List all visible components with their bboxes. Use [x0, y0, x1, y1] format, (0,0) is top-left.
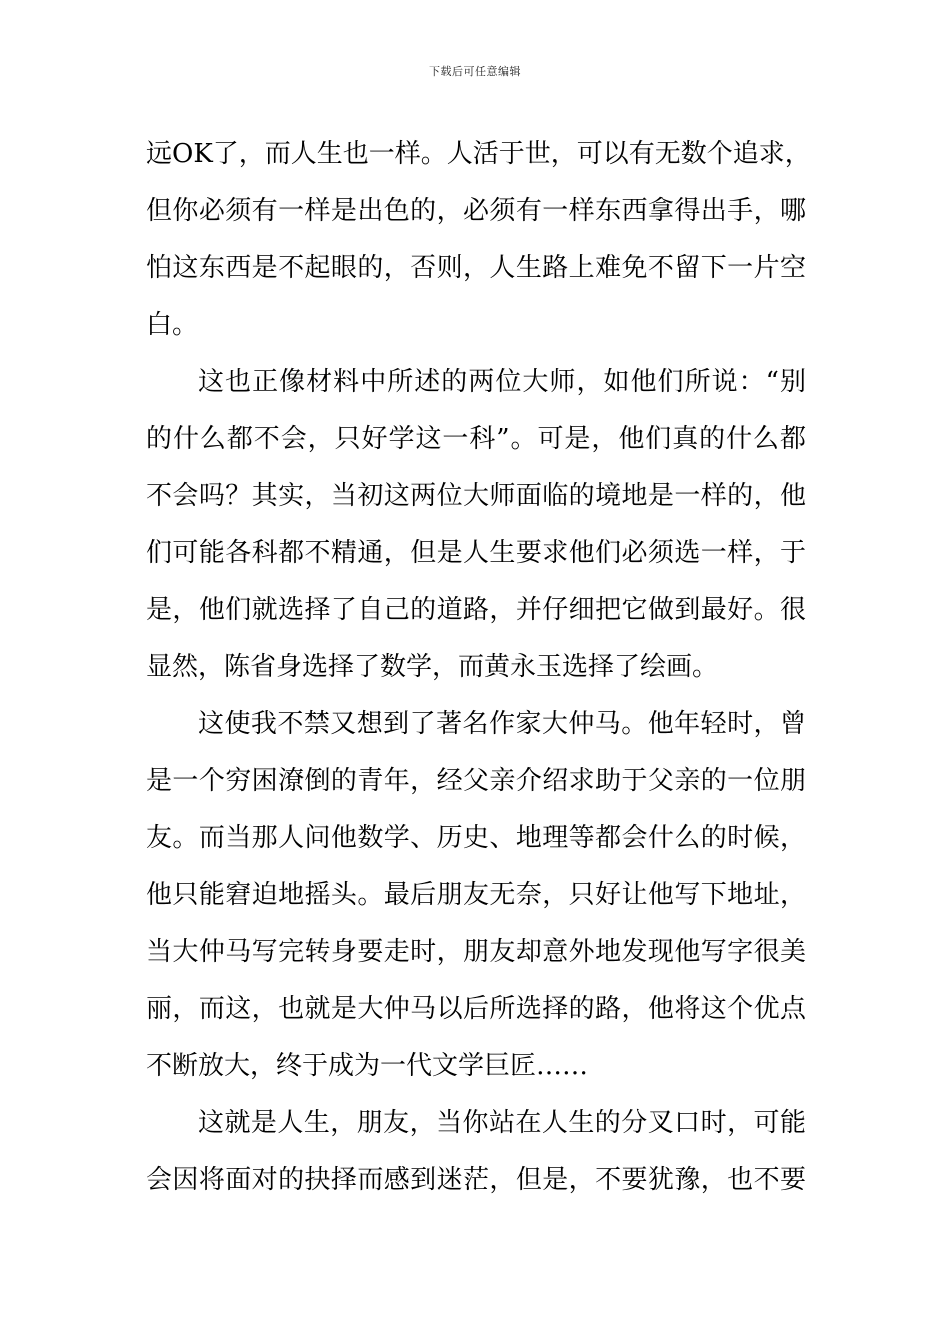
text-line-15: 当大仲马写完转身要走时，朋友却意外地发现他写字很美 — [146, 937, 806, 967]
text-line-8: 们可能各科都不精通，但是人生要求他们必须选一样，于 — [146, 538, 806, 568]
text-line-10: 显然，陈省身选择了数学，而黄永玉选择了绘画。 — [146, 652, 719, 682]
text-line-4: 白。 — [146, 310, 199, 340]
text-line-19: 会因将面对的抉择而感到迷茫，但是，不要犹豫，也不要 — [146, 1165, 806, 1195]
page-header: 下载后可任意编辑 — [429, 65, 521, 78]
paragraph-start-line: 这就是人生，朋友，当你站在人生的分叉口时，可能 — [198, 1108, 806, 1138]
text-line-14: 他只能窘迫地摇头。最后朋友无奈，只好让他写下地址， — [146, 880, 806, 910]
text-line-16: 丽，而这，也就是大仲马以后所选择的路，他将这个优点 — [146, 994, 806, 1024]
text-line-6: 的什么都不会，只好学这一科”。可是，他们真的什么都 — [146, 424, 806, 454]
text-line-7: 不会吗？其实，当初这两位大师面临的境地是一样的，他 — [146, 481, 806, 511]
text-line-1: 远OK了，而人生也一样。人活于世，可以有无数个追求， — [146, 139, 811, 169]
text-line-13: 友。而当那人问他数学、历史、地理等都会什么的时候， — [146, 823, 806, 853]
text-line-17: 不断放大，终于成为一代文学巨匠…… — [146, 1051, 589, 1081]
paragraph-start-line: 这也正像材料中所述的两位大师，如他们所说：“别 — [198, 367, 806, 397]
text-line-3: 怕这东西是不起眼的，否则，人生路上难免不留下一片空 — [146, 253, 806, 283]
paragraph-start-line: 这使我不禁又想到了著名作家大仲马。他年轻时，曾 — [198, 709, 806, 739]
text-line-12: 是一个穷困潦倒的青年，经父亲介绍求助于父亲的一位朋 — [146, 766, 806, 796]
text-line-9: 是，他们就选择了自己的道路，并仔细把它做到最好。很 — [146, 595, 806, 625]
text-line-2: 但你必须有一样是出色的，必须有一样东西拿得出手，哪 — [146, 196, 806, 226]
